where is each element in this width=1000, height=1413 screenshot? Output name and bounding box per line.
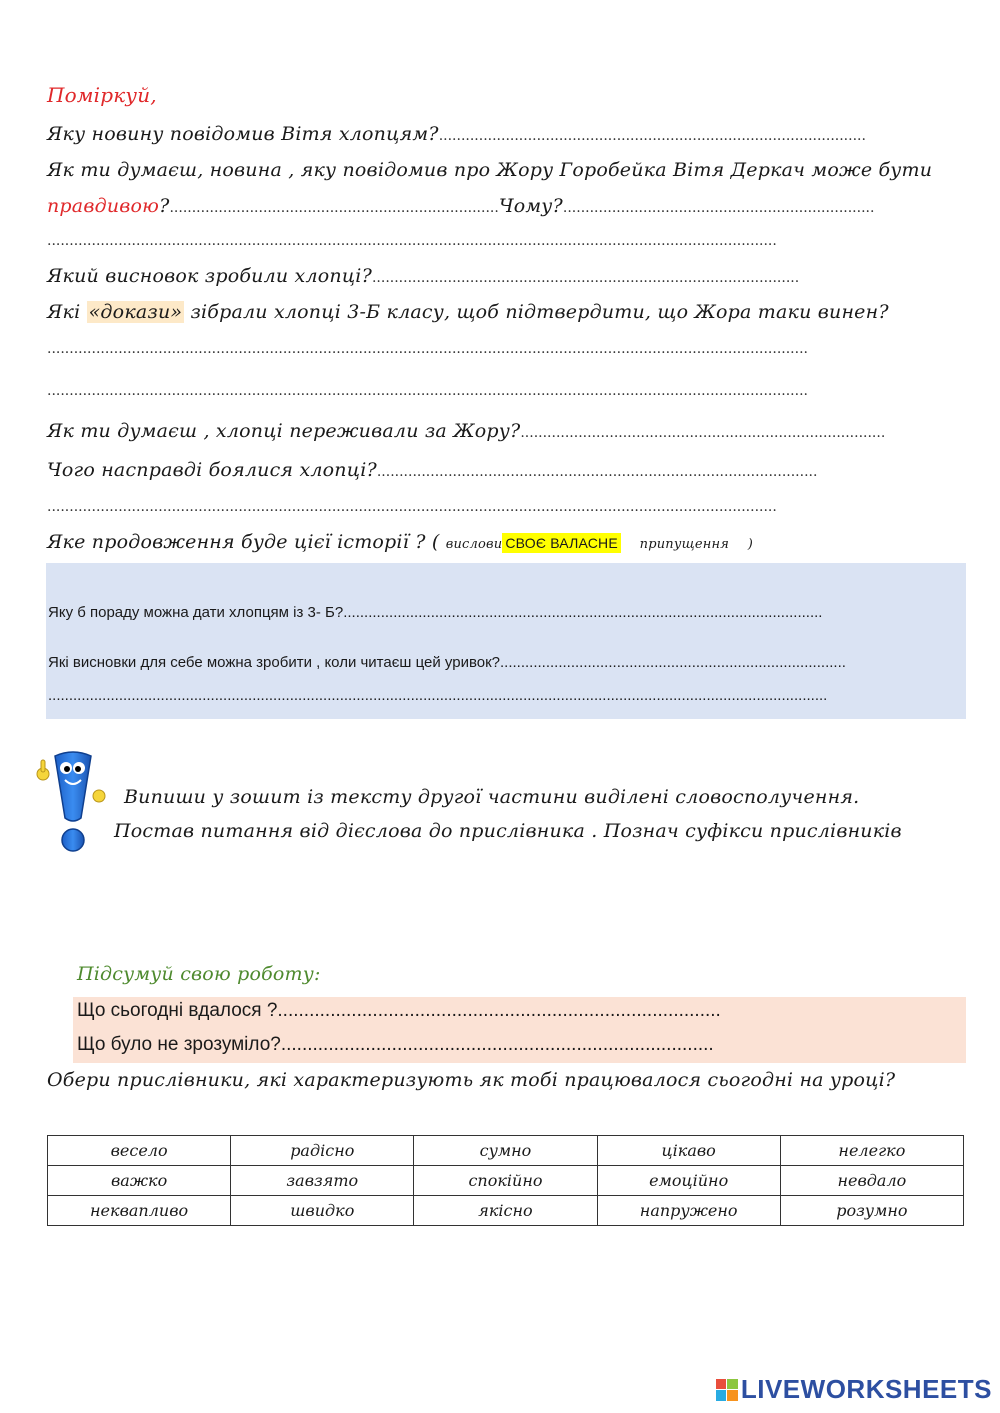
task-line-2: Постав питання від дієслова до прислівника . Познач суфікси прислівників xyxy=(114,820,902,842)
adverb-cell[interactable]: емоційно xyxy=(597,1166,780,1196)
adverb-cell[interactable]: розумно xyxy=(780,1196,963,1226)
answer-dots[interactable]: ................................................................................................................... xyxy=(343,604,823,621)
adverb-cell[interactable]: якісно xyxy=(414,1196,597,1226)
answer-dots[interactable]: .................................................................................. xyxy=(280,1034,714,1055)
answer-dots[interactable]: ................................................................................................... xyxy=(376,464,818,480)
highlight-own: СВОЄ ВАЛАСНЕ xyxy=(502,533,621,553)
note-text: припущення xyxy=(639,537,730,552)
answer-dots[interactable]: .................................................................................... xyxy=(277,1000,721,1021)
table-row xyxy=(48,1196,964,1226)
adverb-cell[interactable]: сумно xyxy=(414,1136,597,1166)
adverb-cell[interactable]: нелегко xyxy=(780,1136,963,1166)
adverb-cell[interactable]: весело xyxy=(48,1136,231,1166)
question-conclusion xyxy=(47,265,799,287)
highlight-word-truthful: правдивою xyxy=(47,195,160,217)
adverbs-table xyxy=(47,1135,964,1226)
question-text: Що сьогодні вдалося ? xyxy=(77,1000,278,1021)
adverb-cell[interactable]: завзято xyxy=(231,1166,414,1196)
adverb-cell[interactable]: невдало xyxy=(780,1166,963,1196)
adverb-cell[interactable]: напружено xyxy=(597,1196,780,1226)
answer-dots[interactable]: ...................................................................... xyxy=(562,200,875,216)
question-text: Які висновки для себе можна зробити , коли читаєш цей уривок? xyxy=(48,654,500,671)
question-text: Який висновок зробили хлопці? xyxy=(47,265,372,287)
question-truthful-a: Як ти думаєш, новина , яку повідомив про Жору Горобейка Вітя Деркач може бути xyxy=(47,159,933,181)
highlight-evidence: «докази» xyxy=(88,301,183,323)
question-text: Яке продовження буде цієї історії ? ( xyxy=(47,531,440,553)
answer-dots[interactable]: ................................................................................................ xyxy=(371,270,800,286)
advice-box xyxy=(46,563,966,719)
adverb-cell[interactable]: важко xyxy=(48,1166,231,1196)
question-afraid xyxy=(47,459,817,481)
question-mark: ? xyxy=(159,195,170,217)
summary-heading: Підсумуй свою роботу: xyxy=(77,963,321,985)
question-news xyxy=(47,123,866,145)
question-text: Які xyxy=(47,301,87,323)
choose-adverbs-instruction: Обери прислівники, які характеризують як тобі працювалося сьогодні на уроці? xyxy=(47,1069,896,1091)
answer-dots[interactable]: .................................................................................. xyxy=(520,425,886,441)
summary-question-success xyxy=(77,1000,721,1022)
table-row xyxy=(48,1136,964,1166)
logo-grid-icon xyxy=(716,1379,738,1401)
question-text: Що було не зрозуміло? xyxy=(77,1034,281,1055)
question-truthful-b xyxy=(47,195,874,217)
answer-dots-line[interactable]: ........................................................................................................................................................................... xyxy=(47,383,808,399)
question-evidence xyxy=(47,301,889,323)
answer-dots[interactable]: ................................................................................... xyxy=(500,654,846,671)
summary-question-unclear xyxy=(77,1034,714,1056)
advice-question xyxy=(48,604,822,621)
question-text: Яку б пораду можна дати хлопцям із 3- Б? xyxy=(48,604,344,621)
task-line-1: Випиши у зошит із тексту другої частини виділені словосполучення. xyxy=(124,786,860,808)
question-text: Чого насправді боялися хлопці? xyxy=(47,459,377,481)
answer-dots[interactable]: ................................................................................................ xyxy=(438,128,866,144)
answer-dots-line[interactable]: .................................................................................................................................................................... xyxy=(47,499,777,515)
close-paren: ) xyxy=(747,537,754,552)
adverb-cell[interactable]: цікаво xyxy=(597,1136,780,1166)
adverb-cell[interactable]: швидко xyxy=(231,1196,414,1226)
answer-dots-line[interactable]: .................................................................................................................................................................... xyxy=(47,233,777,249)
brand-name: LIVEWORKSHEETS xyxy=(740,1374,992,1404)
summary-box xyxy=(73,997,966,1063)
adverb-cell[interactable]: неквапливо xyxy=(48,1196,231,1226)
answer-dots[interactable]: .......................................................................... xyxy=(169,200,499,216)
table-row xyxy=(48,1166,964,1196)
note-text: вислови xyxy=(445,537,503,552)
question-text: Як ти думаєш , хлопці переживали за Жору? xyxy=(47,420,521,442)
liveworksheets-logo xyxy=(716,1374,992,1405)
answer-dots-line[interactable]: ........................................................................................................................................................................................... xyxy=(48,687,828,704)
adverb-cell[interactable]: радісно xyxy=(231,1136,414,1166)
think-heading: Поміркуй, xyxy=(47,83,157,107)
conclusion-question xyxy=(48,654,846,671)
question-continuation xyxy=(47,531,753,553)
question-text: зібрали хлопці 3-Б класу, щоб підтвердити, що Жора таки винен? xyxy=(184,301,889,323)
question-worried xyxy=(47,420,885,442)
adverb-cell[interactable]: спокійно xyxy=(414,1166,597,1196)
question-text: Яку новину повідомив Вітя хлопцям? xyxy=(47,123,439,145)
answer-dots-line[interactable]: ........................................................................................................................................................................... xyxy=(47,341,808,357)
why-label: Чому? xyxy=(498,195,563,217)
exclamation-mascot-icon xyxy=(33,750,111,856)
